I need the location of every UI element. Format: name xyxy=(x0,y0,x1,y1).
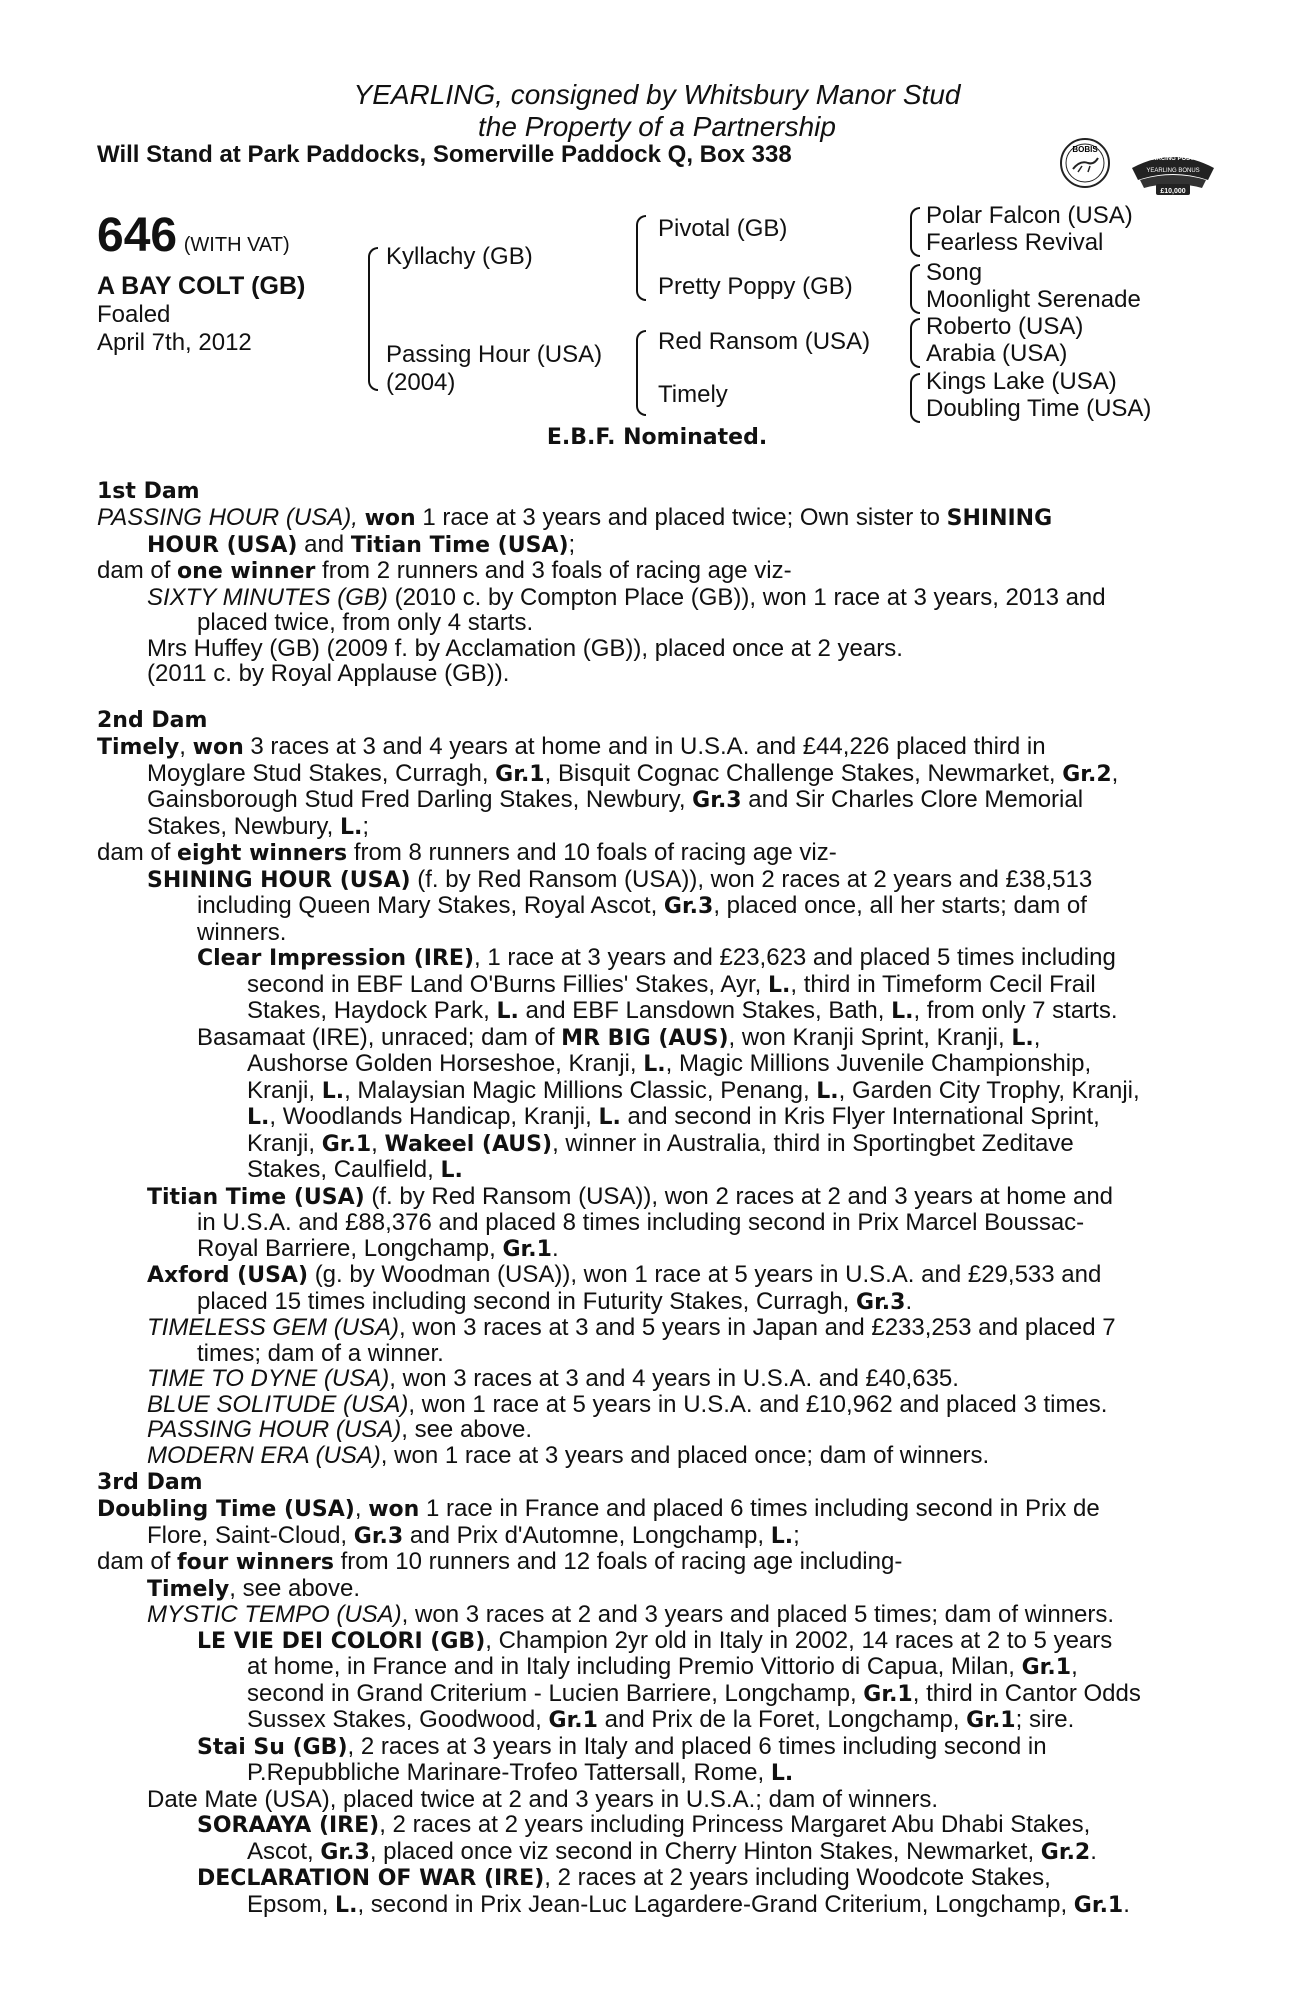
sire-dam: Pretty Poppy (GB) xyxy=(658,273,853,300)
ss-dam: Fearless Revival xyxy=(926,229,1104,256)
sire: Kyllachy (GB) xyxy=(386,243,533,270)
svg-text:BOBIS: BOBIS xyxy=(1072,145,1098,154)
sd-sire: Song xyxy=(926,259,983,286)
bobis-icon xyxy=(1058,136,1112,190)
svg-text:£10,000: £10,000 xyxy=(1160,188,1186,195)
ss-sire: Polar Falcon (USA) xyxy=(926,202,1133,229)
first-dam-para: PASSING HOUR (USA), won 1 race at 3 years and placed twice; Own sister to SHINING HOUR (USA) and Titian Time (USA); dam of one winner from 2 runners and 3 foals of racing age viz- SIXTY MINUTES (GB) (2010 c. by Compton Place (GB)), won 1 race at 3 years, 2013 and placed twice, from only 4 starts. Mrs Huffey (GB) (2009 f. by Acclamation (GB)), placed once at 2 years. (2011 c. by Royal Applause (GB)). xyxy=(97,504,1106,687)
svg-text:RACING POST: RACING POST xyxy=(1152,156,1194,162)
pedigree-brace-g3c xyxy=(910,318,920,368)
sd-dam: Moonlight Serenade xyxy=(926,286,1141,313)
ds-sire: Roberto (USA) xyxy=(926,313,1084,340)
consignment-line: YEARLING, consigned by Whitsbury Manor Stud xyxy=(353,79,961,110)
foaled-label: Foaled xyxy=(97,301,171,328)
pedigree-brace-sire xyxy=(636,215,646,301)
property-line: the Property of a Partnership xyxy=(478,111,836,142)
ebf-nominated: E.B.F. Nominated. xyxy=(546,425,768,450)
pedigree-brace-dam xyxy=(636,330,646,416)
dd-sire: Kings Lake (USA) xyxy=(926,368,1117,395)
svg-text:YEARLING BONUS: YEARLING BONUS xyxy=(1146,168,1200,174)
third-dam-para: Doubling Time (USA), won 1 race in France and placed 6 times including second in Prix de Flore, Saint-Cloud, Gr.3 and Prix d'Automne, Longchamp, L.; dam of four winners from 10 runners and 12 foals of racing age including- Timely, see above. MYSTIC TEMPO (USA), won 3 races at 2 and 3 years and placed 5 times; dam of winners. LE VIE DEI COLORI (GB), Champion 2yr old in Italy in 2002, 14 races at 2 to 5 years at home, in France and in Italy including Premio Vittorio di Capua, Milan, Gr.1, second in Grand Criterium - Lucien Barriere, Longchamp, Gr.1, third in Cantor Odds Sussex Stakes, Goodwood, Gr.1 and Prix de la Foret, Longchamp, Gr.1; sire. Stai Su (GB), 2 races at 3 years in Italy and placed 6 times including second in P.Repubbliche Marinare-Trofeo Tattersall, Rome, L. Date Mate (USA), placed twice at 2 and 3 years in U.S.A.; dam of winners. SORAAYA (IRE), 2 races at 2 years including Princess Margaret Abu Dhabi Stakes, Ascot, Gr.3, placed once viz second in Cherry Hinton Stakes, Newmarket, Gr.2. DECLARATION OF WAR (IRE), 2 races at 2 years including Woodcote Stakes, Epsom, L., second in Prix Jean-Luc Lagardere-Grand Criterium, Longchamp, Gr.1. xyxy=(97,1495,1141,1918)
dam-dam: Timely xyxy=(658,381,728,408)
sire-sire: Pivotal (GB) xyxy=(658,215,788,242)
pedigree-brace-g3d xyxy=(910,373,920,423)
bobis-badge xyxy=(1058,136,1112,190)
dam: Passing Hour (USA) xyxy=(386,341,603,368)
third-dam-heading: 3rd Dam xyxy=(97,1470,203,1495)
lot-number: 646 xyxy=(97,209,178,262)
lot-number-block xyxy=(97,209,290,262)
vat-note: (WITH VAT) xyxy=(183,234,290,256)
yearling-bonus-icon xyxy=(1128,146,1218,198)
first-dam-heading: 1st Dam xyxy=(97,479,200,504)
pedigree-brace-g3b xyxy=(910,264,920,314)
dd-dam: Doubling Time (USA) xyxy=(926,395,1152,422)
dam-year: (2004) xyxy=(386,369,456,396)
yearling-bonus-badge xyxy=(1128,146,1218,198)
lot-description: A BAY COLT (GB) xyxy=(97,272,306,300)
foaled-date: April 7th, 2012 xyxy=(97,329,252,356)
second-dam-heading: 2nd Dam xyxy=(97,708,208,733)
stand-location: Will Stand at Park Paddocks, Somerville Paddock Q, Box 338 xyxy=(97,141,792,168)
second-dam-para: Timely, won 3 races at 3 and 4 years at home and in U.S.A. and £44,226 placed third in Moyglare Stud Stakes, Curragh, Gr.1, Bisquit Cognac Challenge Stakes, Newmarket, Gr.2, Gainsborough Stud Fred Darling Stakes, Newbury, Gr.3 and Sir Charles Clore Memorial Stakes, Newbury, L.; dam of eight winners from 8 runners and 10 foals of racing age viz- SHINING HOUR (USA) (f. by Red Ransom (USA)), won 2 races at 2 years and £38,513 including Queen Mary Stakes, Royal Ascot, Gr.3, placed once, all her starts; dam of winners. Clear Impression (IRE), 1 race at 3 years and £23,623 and placed 5 times including second in EBF Land O'Burns Fillies' Stakes, Ayr, L., third in Timeform Cecil Frail Stakes, Haydock Park, L. and EBF Lansdown Stakes, Bath, L., from only 7 starts. Basamaat (IRE), unraced; dam of MR BIG (AUS), won Kranji Sprint, Kranji, L., Aushorse Golden Horseshoe, Kranji, L., Magic Millions Juvenile Championship, Kranji, L., Malaysian Magic Millions Classic, Penang, L., Garden City Trophy, Kranji, L., Woodlands Handicap, Kranji, L. and second in Kris Flyer International Sprint, Kranji, Gr.1, Wakeel (AUS), winner in Australia, third in Sportingbet Zeditave Stakes, Caulfield, L. Titian Time (USA) (f. by Red Ransom (USA)), won 2 races at 2 and 3 years at home and in U.S.A. and £88,376 and placed 8 times including second in Prix Marcel Boussac- Royal Barriere, Longchamp, Gr.1. Axford (USA) (g. by Woodman (USA)), won 1 race at 5 years in U.S.A. and £29,533 and placed 15 times including second in Futurity Stakes, Curragh, Gr.3. TIMELESS GEM (USA), won 3 races at 3 and 5 years in Japan and £233,253 and placed 7 times; dam of a winner. TIME TO DYNE (USA), won 3 races at 3 and 4 years in U.S.A. and £40,635. BLUE SOLITUDE (USA), won 1 race at 5 years in U.S.A. and £10,962 and placed 3 times. PASSING HOUR (USA), see above. MODERN ERA (USA), won 1 race at 3 years and placed once; dam of winners. xyxy=(97,733,1140,1469)
pedigree-brace-g3a xyxy=(910,207,920,257)
pedigree-brace-gen1 xyxy=(368,247,378,391)
dam-sire: Red Ransom (USA) xyxy=(658,328,871,355)
ds-dam: Arabia (USA) xyxy=(926,340,1068,367)
